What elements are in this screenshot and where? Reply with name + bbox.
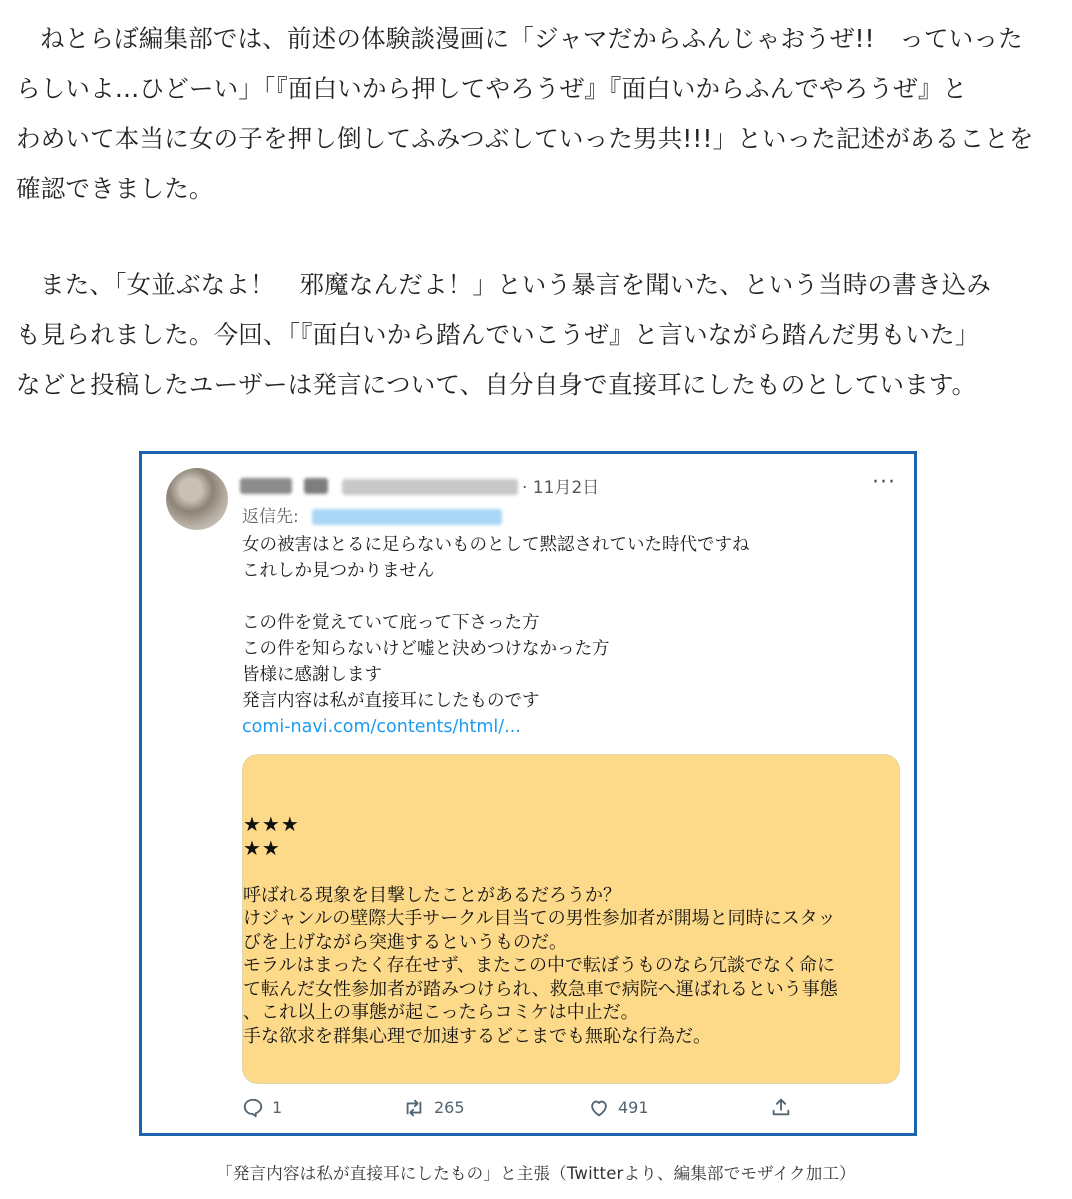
article-body (16, 14, 1056, 410)
para2-line-1: また、「女並ぶなよ！ 邪魔なんだよ！」という暴言を聞いた、という当時の書き込み (40, 270, 992, 299)
blurred-handle (342, 479, 518, 495)
reply-count: 1 (272, 1098, 283, 1117)
like-count: 491 (618, 1098, 649, 1117)
tweet-text (242, 532, 750, 740)
reply-icon (242, 1097, 264, 1119)
blurred-reply-handle[interactable] (312, 509, 502, 525)
card-line: けジャンルの壁際大手サークル目当ての男性参加者が開場と同時にスタッ (243, 908, 836, 929)
reply-to-label: 返信先: (242, 507, 299, 527)
para1-line-3: わめいて本当に女の子を押し倒してふみつぶしていった男共!!!」といった記述があることを (16, 124, 1034, 153)
tweet-line: 女の被害はとるに足らないものとして黙認されていた時代ですね (242, 535, 750, 555)
blurred-name-part (304, 478, 328, 494)
para1-line-1: ねとらぼ編集部では、前述の体験談漫画に「ジャマだからふんじゃおうぜ!! っていった (40, 24, 1023, 53)
para1-line-4: 確認できました。 (16, 174, 214, 203)
card-line: 手な欲求を群集心理で加速するどこまでも無恥な行為だ。 (243, 1025, 711, 1047)
share-button[interactable] (770, 1096, 792, 1118)
share-icon (770, 1096, 792, 1118)
tweet-line: この件を知らないけど嘘と決めつけなかった方 (242, 639, 610, 659)
paragraph-2 (16, 260, 1056, 410)
card-stars-2: ★★ (243, 835, 281, 860)
card-line: モラルはまったく存在せず、またこの中で転ぼうものなら冗談でなく命に (243, 955, 836, 976)
card-line: びを上げながら突進するというものだ。 (243, 931, 567, 953)
tweet-line: これしか見つかりません (242, 561, 435, 581)
para2-line-3: などと投稿したユーザーは発言について、自分自身で直接耳にしたものとしています。 (16, 370, 977, 399)
para2-line-2: も見られました。今回、「『面白いから踏んでいこうぜ』と言いながら踏んだ男もいた」 (16, 320, 980, 349)
card-text (243, 813, 838, 1048)
tweet-screenshot (139, 451, 917, 1136)
link-card-image[interactable] (242, 754, 900, 1084)
card-line: 呼ばれる現象を目撃したことがあるだろうか？ (243, 884, 621, 906)
tweet-actions (242, 1096, 842, 1124)
blurred-display-name (240, 478, 292, 494)
tweet-date[interactable]: · 11月2日 (522, 478, 600, 498)
reply-button[interactable] (242, 1096, 282, 1120)
card-line: 、これ以上の事態が起こったらコミケは中止だ。 (243, 1002, 639, 1023)
card-stars-1: ★★★ (243, 812, 300, 836)
more-options-icon[interactable]: ··· (872, 470, 896, 495)
avatar (166, 468, 228, 530)
tweet-line: 発言内容は私が直接耳にしたものです (242, 691, 540, 711)
heart-icon (588, 1097, 610, 1119)
tweet-link[interactable]: comi-navi.com/contents/html/... (242, 717, 521, 737)
retweet-icon (402, 1097, 426, 1119)
paragraph-1 (16, 14, 1056, 214)
retweet-button[interactable] (402, 1096, 465, 1120)
like-button[interactable] (588, 1096, 649, 1120)
card-line: て転んだ女性参加者が踏みつけられ、救急車で病院へ運ばれるという事態 (243, 978, 838, 1000)
retweet-count: 265 (434, 1098, 465, 1117)
image-caption: 「発言内容は私が直接耳にしたもの」と主張（Twitterより、編集部でモザイク加工） (216, 1164, 856, 1183)
para1-line-2: らしいよ…ひどーい」「『面白いから押してやろうぜ』『面白いからふんでやろうぜ』と (16, 74, 968, 103)
tweet-line: 皆様に感謝します (242, 665, 382, 685)
tweet-line: この件を覚えていて庇って下さった方 (242, 613, 540, 633)
